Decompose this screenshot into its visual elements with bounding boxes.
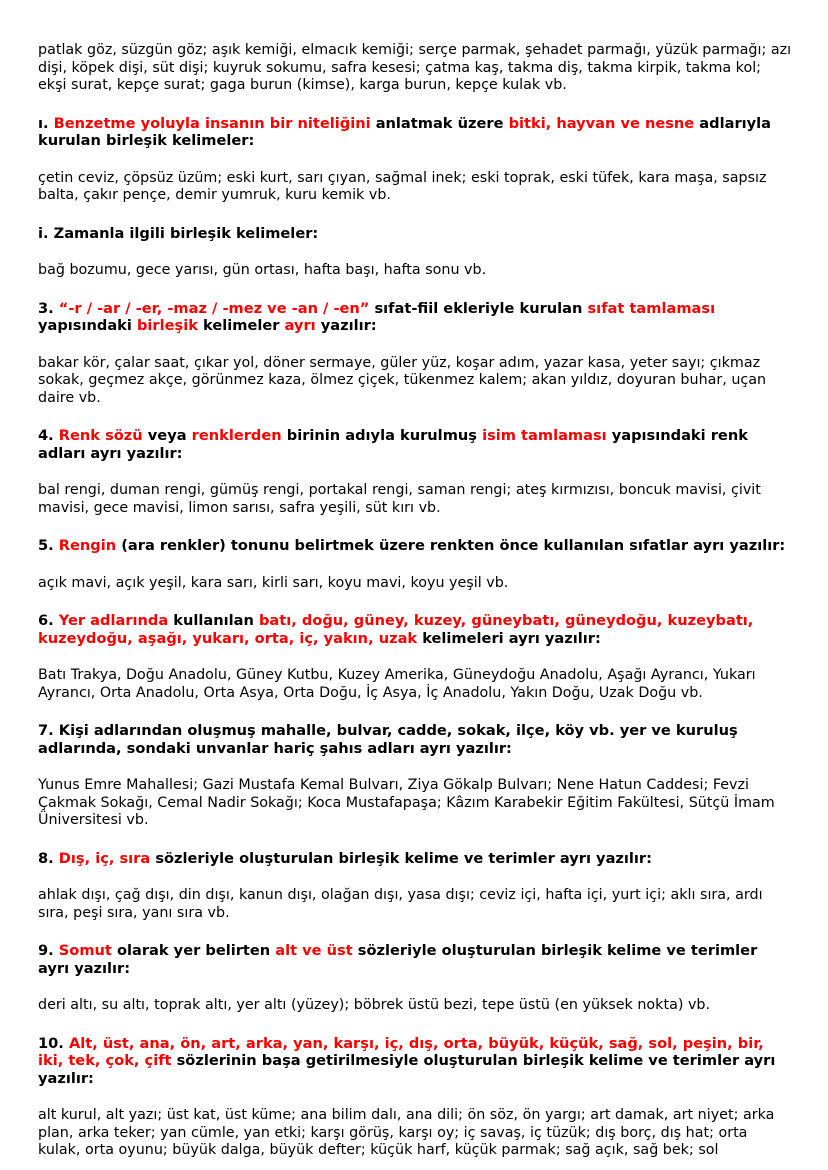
paragraph-examples-10: alt kurul, alt yazı; üst kat, üst küme; ana bilim dalı, ana dili; ön söz, ön yargı; art damak, art niyet; arka plan, arka teker; yan cümle, yan etki; karşı görüş, karşı oy; iç savaş, iç tüzük; dış borç, dış hat; orta kulak, orta oyunu; büyük dalga, büyük defter; küçük harf, küçük parmak; sağ açık, sağ bek; sol bbox=[38, 1107, 775, 1158]
paragraph-examples-body-parts: patlak göz, süzgün göz; aşık kemiği, elmacık kemiği; serçe parmak, şehadet parmağı, yüzük parmağı; azı dişi, köpek dişi, süt dişi; kuyruk sokumu, safra kesesi; çatma kaş, takma diş, takma kirpik, takma kol; ekşi surat, kepçe surat; gaga burun (kimse), karga burun, kepçe kulak vb. bbox=[38, 42, 792, 93]
heading-text: anlatmak üzere bbox=[370, 114, 509, 132]
paragraph-examples-time: bağ bozumu, gece yarısı, gün ortası, hafta başı, hafta sonu vb. bbox=[38, 262, 487, 278]
heading-text: olarak yer belirten bbox=[111, 942, 276, 959]
rule-heading-9 bbox=[38, 942, 792, 977]
heading-text: (ara renkler) tonunu belirtmek üzere renkten önce kullanılan sıfatlar ayrı yazılır: bbox=[116, 537, 786, 554]
heading-text: 3. bbox=[38, 299, 59, 317]
highlight-text: Renk sözü bbox=[58, 427, 143, 444]
rule-heading-5 bbox=[38, 537, 792, 555]
heading-text: 9. bbox=[38, 942, 59, 959]
heading-text: 7. Kişi adlarından oluşmuş mahalle, bulvar, cadde, sokak, ilçe, köy vb. yer ve kuruluş adlarında, sondaki unvanlar hariç şahıs adları ayrı yazılır: bbox=[38, 722, 738, 757]
paragraph-examples-6: Batı Trakya, Doğu Anadolu, Güney Kutbu, Kuzey Amerika, Güneydoğu Anadolu, Aşağı Ayrancı, Yukarı Ayrancı, Orta Anadolu, Orta Asya, Orta Doğu, İç Asya, İç Anadolu, Yakın Doğu, Uzak Doğu vb. bbox=[38, 667, 756, 701]
paragraph-examples-9: deri altı, su altı, toprak altı, yer altı (yüzey); böbrek üstü bezi, tepe üstü (en yüksek nokta) vb. bbox=[38, 997, 711, 1013]
heading-text: sıfat-fiil ekleriyle kurulan bbox=[369, 299, 588, 317]
heading-text: 6. bbox=[38, 612, 59, 629]
heading-text: 8. bbox=[38, 849, 59, 867]
heading-text: birinin adıyla kurulmuş bbox=[281, 427, 483, 444]
heading-text: ı. bbox=[38, 114, 54, 132]
rule-heading-10 bbox=[38, 1035, 792, 1088]
heading-text: kullanılan bbox=[168, 612, 259, 629]
rule-heading-4 bbox=[38, 427, 792, 462]
highlight-text: Rengin bbox=[58, 537, 117, 554]
highlight-text: birleşik bbox=[136, 317, 198, 334]
heading-text: yapısındaki bbox=[38, 317, 137, 334]
highlight-text: bitki, hayvan ve nesne bbox=[508, 114, 695, 132]
heading-text: veya bbox=[142, 427, 192, 444]
paragraph-examples-4: bal rengi, duman rengi, gümüş rengi, portakal rengi, saman rengi; ateş kırmızısı, boncuk mavisi, çivit mavisi, gece mavisi, limon sarısı, safra yeşili, süt kırı vb. bbox=[38, 482, 761, 516]
heading-text: 5. bbox=[38, 537, 59, 554]
rule-heading-8 bbox=[38, 850, 792, 868]
heading-text: kelimeler bbox=[197, 317, 285, 334]
paragraph-examples-8: ahlak dışı, çağ dışı, din dışı, kanun dışı, olağan dışı, yasa dışı; ceviz içi, hafta içi, yurt içi; aklı sıra, ardı sıra, peşi sıra, yanı sıra vb. bbox=[38, 887, 763, 921]
highlight-text: Somut bbox=[58, 942, 112, 959]
highlight-text: renklerden bbox=[191, 427, 282, 444]
rule-heading-time bbox=[38, 225, 792, 243]
paragraph-examples-5: açık mavi, açık yeşil, kara sarı, kirli sarı, koyu mavi, koyu yeşil vb. bbox=[38, 574, 509, 591]
heading-text: sözleriyle oluşturulan birleşik kelime ve terimler ayrı yazılır: bbox=[38, 942, 758, 977]
heading-text: 4. bbox=[38, 427, 59, 444]
highlight-text: “-r / -ar / -er, -maz / -mez ve -an / -en” bbox=[58, 299, 370, 317]
highlight-text: alt ve üst bbox=[275, 942, 353, 959]
heading-text: 10. bbox=[38, 1034, 69, 1052]
rule-heading-7 bbox=[38, 722, 792, 757]
rule-heading-6 bbox=[38, 612, 792, 647]
heading-text: kelimeleri ayrı yazılır: bbox=[417, 629, 601, 647]
highlight-text: ayrı bbox=[284, 317, 316, 334]
highlight-text: Benzetme yoluyla insanın bir niteliğini bbox=[53, 114, 371, 132]
heading-text: yazılır: bbox=[315, 317, 377, 334]
rule-heading-3 bbox=[38, 300, 792, 335]
highlight-text: sıfat tamlaması bbox=[587, 299, 716, 317]
rule-heading-metaphor bbox=[38, 115, 792, 150]
highlight-text: Dış, iç, sıra bbox=[58, 849, 151, 867]
paragraph-examples-3: bakar kör, çalar saat, çıkar yol, döner sermaye, güler yüz, koşar adım, yazar kasa, yeter sayı; çıkmaz sokak, geçmez akçe, görünmez kaza, ölmez çiçek, tükenmez kalem; akan yıldız, doyuran buhar, uçan daire vb. bbox=[38, 354, 767, 406]
highlight-text: Alt, üst, ana, ön, art, arka, yan, karşı, iç, dış, orta, büyük, küçük, sağ, sol, peşin, bir, iki, tek, çok, çift bbox=[38, 1034, 764, 1069]
highlight-text: Yer adlarında bbox=[58, 612, 169, 629]
heading-text: adlarıyla kurulan birleşik kelimeler: bbox=[38, 114, 772, 149]
heading-text: yapısındaki renk adları ayrı yazılır: bbox=[38, 427, 748, 462]
paragraph-examples-metaphor: çetin ceviz, çöpsüz üzüm; eski kurt, sarı çıyan, sağmal inek; eski toprak, eski tüfek, kara maşa, sapsız balta, çakır pençe, demir yumruk, kuru kemik vb. bbox=[38, 169, 767, 203]
heading-text: sözlerinin başa getirilmesiyle oluşturulan birleşik kelime ve terimler ayrı yazılır: bbox=[38, 1052, 776, 1087]
heading-text: i. Zamanla ilgili birleşik kelimeler: bbox=[38, 224, 319, 242]
highlight-text: batı, doğu, güney, kuzey, güneybatı, güneydoğu, kuzeybatı, kuzeydoğu, aşağı, yukarı, orta, iç, yakın, uzak bbox=[38, 612, 754, 647]
highlight-text: isim tamlaması bbox=[482, 427, 607, 444]
heading-text: sözleriyle oluşturulan birleşik kelime ve terimler ayrı yazılır: bbox=[150, 849, 652, 867]
paragraph-examples-7: Yunus Emre Mahallesi; Gazi Mustafa Kemal Bulvarı, Ziya Gökalp Bulvarı; Nene Hatun Caddesi; Fevzi Çakmak Sokağı, Cemal Nadir Sokağı; Koca Mustafapaşa; Kâzım Karabekir Eğitim Fakültesi, Sütçü İmam Üniversitesi vb. bbox=[38, 777, 775, 828]
